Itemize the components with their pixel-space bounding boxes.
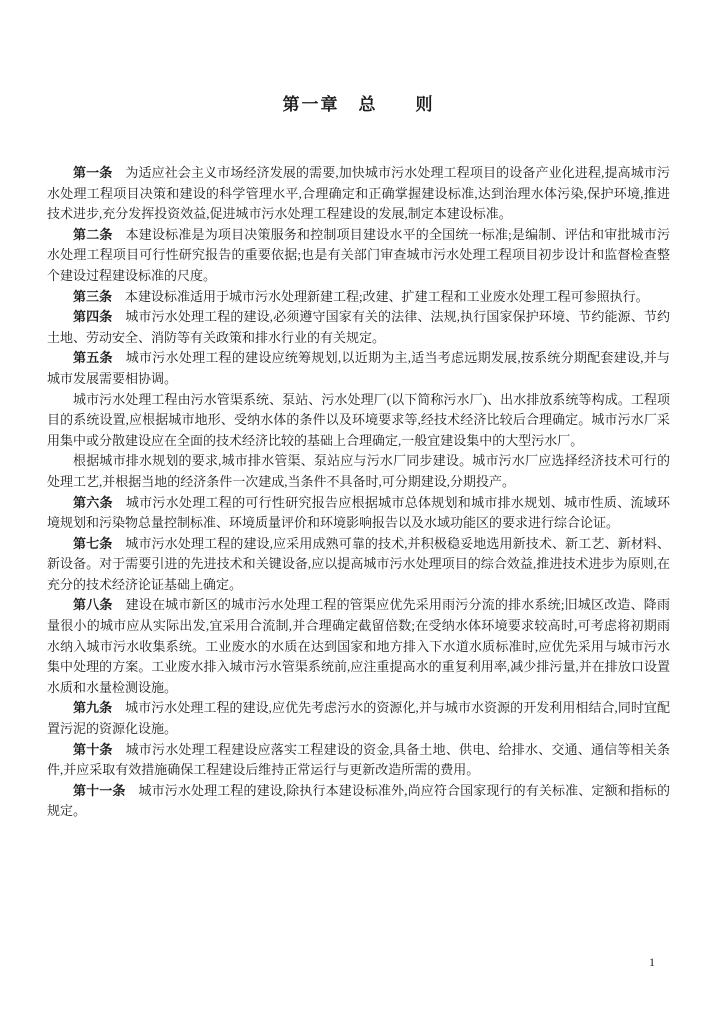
paragraph-text: 城市污水处理工程的可行性研究报告应根据城市总体规划和城市排水规划、城市性质、流域环境规划和污染物总量控制标准、环境质量评价和环境影响报告以及水域功能区的要求进行综合论证。 xyxy=(47,494,670,531)
paragraph xyxy=(47,740,670,781)
article-label: 第十一条 xyxy=(73,782,126,798)
article-label: 第五条 xyxy=(73,350,113,366)
article-label: 第九条 xyxy=(73,700,113,716)
article-label: 第六条 xyxy=(73,494,113,510)
paragraph-text: 根据城市排水规划的要求,城市排水管渠、泵站应与污水厂同步建设。城市污水厂应选择经济技术可行的处理工艺,并根据当地的经济条件一次建成,当条件不具备时,可分期建设,分期投产。 xyxy=(47,453,670,489)
paragraph-text: 城市污水处理工程由污水管渠系统、泵站、污水处理厂(以下简称污水厂)、出水排放系统等构成。工程项目的系统设置,应根据城市地形、受纳水体的条件以及环境要求等,经技术经济比较后合理确定。城市污水厂采用集中或分散建设应在全面的技术经济比较的基础上合理确定,一般宜建设集中的大型污水厂。 xyxy=(47,391,670,448)
article-label: 第七条 xyxy=(73,535,113,551)
article-label: 第二条 xyxy=(73,226,113,242)
paragraph xyxy=(47,451,670,492)
paragraph xyxy=(47,595,670,698)
paragraph xyxy=(47,390,670,452)
paragraph xyxy=(47,698,670,739)
article-label: 第十条 xyxy=(73,741,113,757)
paragraph xyxy=(47,348,670,389)
page-number: 1 xyxy=(649,955,655,969)
article-label: 第四条 xyxy=(73,309,113,325)
paragraph xyxy=(47,307,670,348)
paragraph xyxy=(47,163,670,225)
paragraph-text: 城市污水处理工程的建设,应采用成熟可靠的技术,并积极稳妥地选用新技术、新工艺、新材料、新设备。对于需要引进的先进技术和关键设备,应以提高城市污水处理项目的综合效益,推进技术进步为原则,在充分的技术经济论证基础上确定。 xyxy=(47,535,670,592)
paragraph-text: 城市污水处理工程的建设,除执行本建设标准外,尚应符合国家现行的有关标准、定额和指标的规定。 xyxy=(47,782,670,819)
paragraph xyxy=(47,287,670,308)
paragraph-text: 为适应社会主义市场经济发展的需要,加快城市污水处理工程项目的设备产业化进程,提高城市污水处理工程项目决策和建设的科学管理水平,合理确定和正确掌握建设标准,达到治理水体污染,保护环境,推进技术进步,充分发挥投资效益,促进城市污水处理工程建设的发展,制定本建设标准。 xyxy=(47,165,670,222)
paragraphs xyxy=(47,163,670,822)
paragraph-text: 建设在城市新区的城市污水处理工程的管渠应优先采用雨污分流的排水系统;旧城区改造、降雨量很小的城市应从实际出发,宜采用合流制,并合理确定截留倍数;在受纳水体环境要求较高时,可考虑将初期雨水纳入城市污水收集系统。工业废水的水质在达到国家和地方排入下水道水质标准时,应优先采用与城市污水集中处理的方案。工业废水排入城市污水管渠系统前,应注重提高水的重复利用率,减少排污量,并在排放口设置水质和水量检测设施。 xyxy=(47,597,670,695)
paragraph-text: 城市污水处理工程的建设应统筹规划,以近期为主,适当考虑远期发展,按系统分期配套建设,并与城市发展需要相协调。 xyxy=(47,350,670,386)
paragraph xyxy=(47,534,670,596)
paragraph xyxy=(47,493,670,534)
article-label: 第一条 xyxy=(73,165,113,180)
paragraph-text: 城市污水处理工程的建设,应优先考虑污水的资源化,并与城市水资源的开发利用相结合,同时宜配置污泥的资源化设施。 xyxy=(47,700,670,737)
paragraph-text: 本建设标准是为项目决策服务和控制项目建设水平的全国统一标准;是编制、评估和审批城市污水处理工程项目可行性研究报告的重要依据;也是有关部门审查城市污水处理工程项目初步设计和监督检查整个建设过程建设标准的尺度。 xyxy=(47,226,670,283)
article-label: 第三条 xyxy=(73,288,113,304)
paragraph-text: 本建设标准适用于城市污水处理新建工程;改建、扩建工程和工业废水处理工程可参照执行。 xyxy=(125,288,649,304)
article-label: 第八条 xyxy=(73,597,113,613)
paragraph xyxy=(47,225,670,287)
paragraph xyxy=(47,781,670,822)
chapter-title: 第一章 总 则 xyxy=(282,95,435,114)
paragraph-text: 城市污水处理工程的建设,必须遵守国家有关的法律、法规,执行国家保护环境、节约能源、节约土地、劳动安全、消防等有关政策和排水行业的有关规定。 xyxy=(47,309,670,345)
paragraph-text: 城市污水处理工程建设应落实工程建设的资金,具备土地、供电、给排水、交通、通信等相关条件,并应采取有效措施确保工程建设后维持正常运行与更新改造所需的费用。 xyxy=(47,741,670,778)
